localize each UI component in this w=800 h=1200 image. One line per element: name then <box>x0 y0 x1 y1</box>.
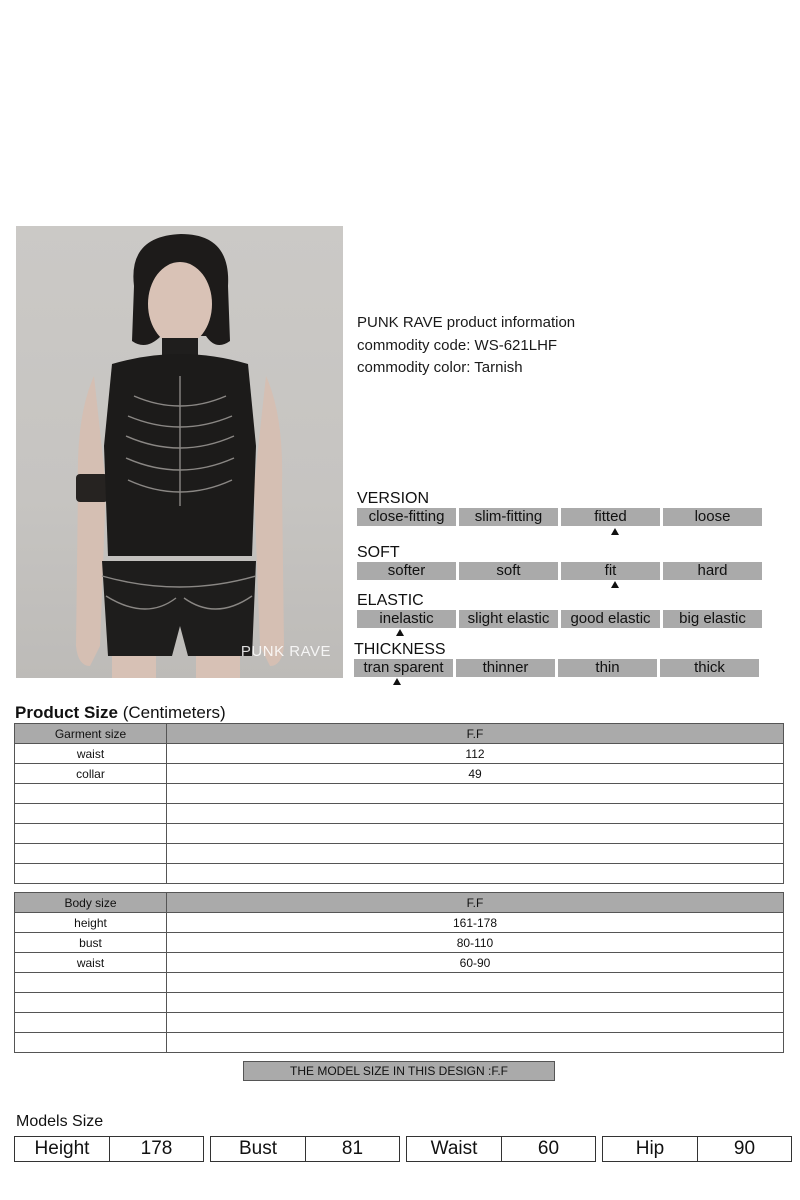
table-cell <box>167 993 784 1013</box>
table-row <box>15 953 784 973</box>
measure-value: 60 <box>501 1137 595 1161</box>
table-cell <box>167 1013 784 1033</box>
table-cell <box>167 1033 784 1053</box>
scale-option: good elastic <box>561 610 660 628</box>
product-info <box>357 312 575 380</box>
table-cell <box>167 824 784 844</box>
body-size-table <box>14 892 784 1053</box>
measure-value: 178 <box>109 1137 203 1161</box>
attribute-title: ELASTIC <box>357 592 424 609</box>
table-cell <box>15 993 167 1013</box>
scale-option: inelastic <box>357 610 456 628</box>
attribute-title: SOFT <box>357 544 400 561</box>
table-cell: 161-178 <box>167 913 784 933</box>
table-cell: waist <box>15 744 167 764</box>
attribute-title: VERSION <box>357 490 430 507</box>
scale-option: hard <box>663 562 762 580</box>
table-cell <box>15 973 167 993</box>
table-header-row <box>15 893 784 913</box>
model-illustration <box>16 226 343 678</box>
attribute-thickness <box>354 641 759 677</box>
table-header-cell: F.F <box>167 893 784 913</box>
measure-label: Height <box>34 1138 90 1159</box>
scale-option: thinner <box>456 659 555 677</box>
table-cell <box>167 973 784 993</box>
table-cell: height <box>15 913 167 933</box>
table-cell <box>167 804 784 824</box>
table-cell <box>15 864 167 884</box>
product-size-unit: (Centimeters) <box>122 703 226 722</box>
table-cell <box>15 1033 167 1053</box>
table-cell: 112 <box>167 744 784 764</box>
scale-option: slim-fitting <box>459 508 558 526</box>
table-cell <box>15 784 167 804</box>
scale-option: fitted <box>561 508 660 526</box>
measure-value: 81 <box>305 1137 399 1161</box>
selected-marker-icon <box>396 629 404 636</box>
scale-option: fit <box>561 562 660 580</box>
model-size-note: THE MODEL SIZE IN THIS DESIGN :F.F <box>243 1061 555 1081</box>
table-row <box>15 864 784 884</box>
table-row <box>15 784 784 804</box>
scale-option: soft <box>459 562 558 580</box>
table-row <box>15 764 784 784</box>
table-cell <box>15 1013 167 1033</box>
scale-option: tran sparent <box>354 659 453 677</box>
scale-option: slight elastic <box>459 610 558 628</box>
attribute-version <box>357 490 762 526</box>
table-row <box>15 1033 784 1053</box>
info-brand-line: PUNK RAVE product information <box>357 314 576 331</box>
table-cell: waist <box>15 953 167 973</box>
selected-marker-icon <box>611 581 619 588</box>
attribute-scale <box>357 610 762 628</box>
table-row <box>15 804 784 824</box>
product-size-heading: Product Size <box>15 703 118 722</box>
attribute-elastic <box>357 592 762 628</box>
table-header-row <box>15 724 784 744</box>
model-measure-waist <box>406 1136 596 1162</box>
models-size-row <box>14 1136 792 1162</box>
product-photo <box>16 226 343 678</box>
attribute-scale <box>354 659 759 677</box>
measure-label: Bust <box>238 1138 278 1159</box>
scale-option: close-fitting <box>357 508 456 526</box>
table-row <box>15 844 784 864</box>
table-cell: bust <box>15 933 167 953</box>
info-code-line: commodity code: WS-621LHF <box>357 336 558 354</box>
table-header-cell: F.F <box>167 724 784 744</box>
info-color-line: commodity color: Tarnish <box>357 359 523 376</box>
measure-label: Hip <box>635 1138 665 1159</box>
attribute-scale <box>357 562 762 580</box>
scale-option: thin <box>558 659 657 677</box>
table-row <box>15 973 784 993</box>
table-cell <box>167 864 784 884</box>
model-measure-bust <box>210 1136 400 1162</box>
product-size-title <box>15 703 226 723</box>
attribute-scale <box>357 508 762 526</box>
table-row <box>15 933 784 953</box>
table-row <box>15 1013 784 1033</box>
table-cell <box>15 824 167 844</box>
table-cell: 60-90 <box>167 953 784 973</box>
selected-marker-icon <box>611 528 619 535</box>
table-cell: 80-110 <box>167 933 784 953</box>
table-cell: 49 <box>167 764 784 784</box>
measure-value: 90 <box>697 1137 791 1161</box>
model-measure-height <box>14 1136 204 1162</box>
scale-option: big elastic <box>663 610 762 628</box>
watermark-text: PUNK RAVE <box>240 643 331 660</box>
table-cell: collar <box>15 764 167 784</box>
scale-option: loose <box>663 508 762 526</box>
table-row <box>15 913 784 933</box>
table-cell <box>15 804 167 824</box>
table-row <box>15 993 784 1013</box>
table-cell <box>167 844 784 864</box>
table-row <box>15 744 784 764</box>
models-size-title: Models Size <box>16 1113 104 1130</box>
table-row <box>15 824 784 844</box>
table-header-cell: Body size <box>15 893 167 913</box>
table-header-cell: Garment size <box>15 724 167 744</box>
scale-option: softer <box>357 562 456 580</box>
model-measure-hip <box>602 1136 792 1162</box>
table-cell <box>15 844 167 864</box>
garment-size-table <box>14 723 784 884</box>
selected-marker-icon <box>393 678 401 685</box>
scale-option: thick <box>660 659 759 677</box>
measure-label: Waist <box>430 1138 478 1159</box>
attribute-title: THICKNESS <box>354 641 446 658</box>
table-cell <box>167 784 784 804</box>
attribute-soft <box>357 544 762 580</box>
